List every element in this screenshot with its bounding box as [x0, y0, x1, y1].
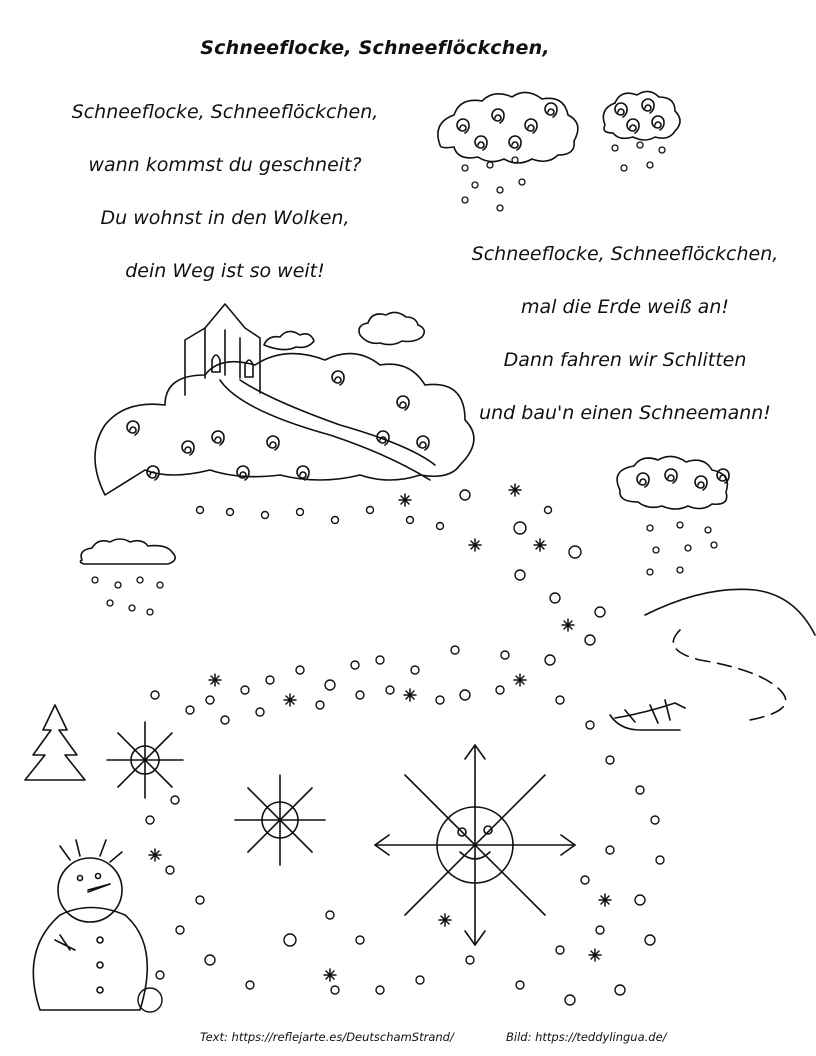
cloud-icon: [617, 456, 729, 509]
snow-path: [138, 490, 664, 1012]
stanza-line: wann kommst du geschneit?: [88, 154, 362, 176]
text-credit: Text: https://reflejarte.es/DeutschamStrand/: [200, 1030, 454, 1044]
poem-title: Schneeflocke, Schneeflöckchen,: [200, 37, 550, 59]
cloud-icon: [438, 92, 578, 163]
snowman-icon: [33, 840, 147, 1010]
cloud-icon: [80, 539, 175, 564]
smiling-snowflake-icon: [375, 745, 575, 945]
stanza-line: mal die Erde weiß an!: [521, 296, 729, 318]
stanza-line: Schneeflocke, Schneeflöckchen,: [471, 243, 779, 265]
image-credit: Bild: https://teddylingua.de/: [506, 1030, 667, 1044]
stanza-line: Schneeflocke, Schneeflöckchen,: [71, 101, 379, 123]
cloud-icon: [264, 312, 424, 349]
fir-tree-icon: [25, 705, 85, 780]
snowflake-icon: [149, 484, 611, 981]
snowflake-icon: [107, 722, 325, 865]
sled-icon: [610, 589, 815, 730]
stanza-line: dein Weg ist so weit!: [125, 260, 325, 282]
stanza-line: Du wohnst in den Wolken,: [100, 207, 350, 229]
cloud-icon: [603, 91, 680, 140]
stanza-line: und bau'n einen Schneemann!: [479, 402, 771, 424]
stanza-line: Dann fahren wir Schlitten: [503, 349, 747, 371]
